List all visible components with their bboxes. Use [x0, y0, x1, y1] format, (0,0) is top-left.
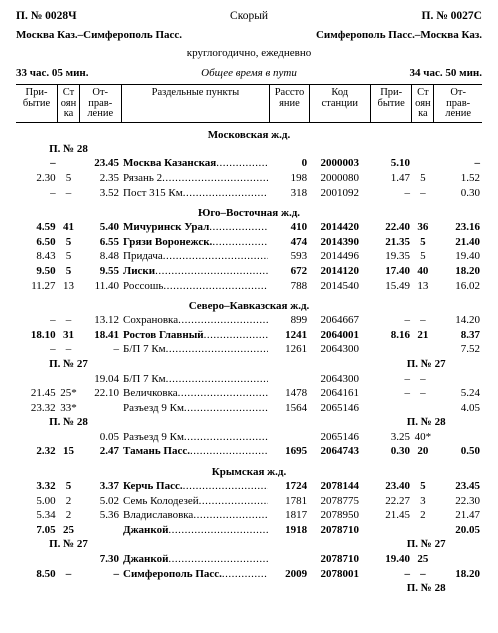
- stop-left: [58, 157, 80, 172]
- stop-left: 2: [65, 509, 72, 522]
- station-code: 2078775: [320, 494, 360, 507]
- station-code: 2064743: [320, 445, 360, 458]
- arrival-right: 22.27: [385, 494, 410, 507]
- stop-right: –: [420, 567, 426, 580]
- train-number-right: П. № 27: [406, 357, 446, 370]
- distance: 318: [290, 186, 308, 199]
- stop-left: 2: [65, 494, 72, 507]
- col-stop-left: Ст оян ка: [58, 85, 80, 122]
- distance: 1478: [285, 387, 308, 400]
- col-station-code: Код станции: [309, 85, 370, 122]
- station-code: 2078001: [320, 567, 360, 580]
- station-name: Москва Казанская .....: [121, 157, 270, 172]
- stop-right: [412, 343, 434, 358]
- arrival-right: 22.40: [385, 221, 410, 234]
- station-row: [16, 328, 482, 343]
- column-headers: [16, 85, 482, 122]
- arrival-right: –: [404, 314, 410, 327]
- arrival-left: 23.32: [30, 401, 56, 414]
- station-code: 2078144: [320, 480, 360, 493]
- station-row: [16, 430, 482, 445]
- station-name: Величковка .....: [121, 386, 270, 401]
- stop-right: –: [420, 372, 426, 385]
- total-time-right: 34 час. 50 мин.: [409, 67, 482, 79]
- departure-left: 3.37: [99, 480, 119, 493]
- station-code: 2065146: [320, 401, 360, 414]
- distance: [270, 372, 309, 387]
- distance: 593: [290, 250, 308, 263]
- arrival-left: –: [50, 157, 56, 170]
- station-code: 2064667: [320, 314, 360, 327]
- arrival-right: [370, 401, 412, 416]
- stop-right: 36: [417, 221, 429, 234]
- station-code: 2078710: [320, 523, 360, 536]
- arrival-right: –: [404, 387, 410, 400]
- stop-right: 2: [420, 509, 426, 522]
- departure-left: 18.41: [94, 328, 119, 341]
- station-code: 2078710: [320, 553, 360, 566]
- arrival-left: 8.43: [36, 250, 56, 263]
- departure-right: 18.20: [455, 264, 480, 277]
- train-number-right: [370, 142, 482, 157]
- departure-left: 9.55: [99, 264, 119, 277]
- train-number-left: П. № 0028Ч: [16, 10, 77, 22]
- railway-section-row: [16, 122, 482, 142]
- station-row: [16, 386, 482, 401]
- railway-section-title: Юго–Восточная ж.д.: [197, 206, 301, 219]
- departure-right: 19.40: [455, 250, 480, 263]
- col-distance: Рассто яние: [270, 85, 309, 122]
- station-row: [16, 508, 482, 523]
- stop-left: 25: [63, 523, 74, 536]
- station-code: 2078950: [320, 509, 360, 522]
- stop-left: 25*: [60, 387, 77, 400]
- station-code: 2064300: [320, 372, 360, 385]
- stop-left: 5: [65, 480, 72, 493]
- departure-right: 8.37: [460, 328, 480, 341]
- stop-left: 5: [65, 171, 72, 184]
- station-code: 2000080: [320, 171, 360, 184]
- stop-right: 5: [420, 235, 426, 248]
- distance: 1564: [285, 401, 308, 414]
- station-code: 2065146: [320, 430, 360, 443]
- arrival-left: 18.10: [30, 328, 56, 341]
- arrival-left: –: [50, 314, 56, 327]
- station-name: Россошь .....: [121, 279, 270, 294]
- train-number-left: П. № 27: [49, 538, 88, 551]
- distance: 899: [290, 314, 308, 327]
- train-number-change-row: [16, 416, 482, 431]
- stop-right: 13: [417, 279, 429, 292]
- arrival-right: 17.40: [385, 264, 410, 277]
- departure-right: 5.24: [460, 387, 480, 400]
- train-number-right: П. № 27: [406, 538, 446, 551]
- station-code: 2064300: [320, 343, 360, 356]
- stop-right: 5: [420, 480, 426, 493]
- arrival-left: –: [50, 186, 56, 199]
- station-row: [16, 264, 482, 279]
- train-number-change-row: [16, 538, 482, 553]
- distance: 198: [290, 171, 308, 184]
- station-code: 2014390: [320, 235, 360, 248]
- arrival-left: 5.34: [36, 509, 56, 522]
- arrival-right: 23.40: [385, 480, 410, 493]
- departure-right: 1.52: [460, 171, 480, 184]
- stop-right: –: [420, 314, 426, 327]
- station-name: Тамань Пасс. .....: [121, 445, 270, 460]
- distance: 1781: [285, 494, 308, 507]
- departure-left: 5.40: [99, 221, 119, 234]
- station-row: [16, 171, 482, 186]
- station-name: Пост 315 Км .....: [121, 186, 270, 201]
- arrival-left: 6.50: [36, 235, 56, 248]
- arrival-left: 4.59: [36, 221, 56, 234]
- station-name: Придача .....: [121, 250, 270, 265]
- station-row: [16, 157, 482, 172]
- station-row: [16, 523, 482, 538]
- arrival-right: –: [404, 567, 410, 580]
- train-header: [16, 10, 482, 24]
- station-name: Рязань 2 .....: [121, 171, 270, 186]
- departure-right: 18.20: [455, 567, 480, 580]
- route-left: Москва Каз.–Симферополь Пасс.: [16, 29, 183, 41]
- arrival-left: 2.32: [36, 445, 56, 458]
- station-code: 2014120: [320, 264, 360, 277]
- stop-left: 5: [65, 235, 72, 248]
- arrival-left: 5.00: [36, 494, 56, 507]
- station-name: Разъезд 9 Км .....: [121, 401, 270, 416]
- station-name: Джанкой .....: [121, 552, 270, 567]
- frequency: круглогодично, ежедневно: [186, 47, 312, 59]
- railway-section-row: [16, 200, 482, 220]
- departure-right: 22.30: [455, 494, 480, 507]
- stop-left: –: [65, 567, 72, 580]
- train-number-left: П. № 28: [49, 142, 88, 155]
- train-number-left: П. № 28: [49, 416, 88, 429]
- station-row: [16, 343, 482, 358]
- stop-left: –: [65, 343, 72, 356]
- distance: 0: [301, 157, 308, 170]
- station-code: 2064001: [320, 328, 360, 341]
- stop-right: [412, 157, 434, 172]
- route-right: Симферополь Пасс.–Москва Каз.: [315, 29, 482, 41]
- departure-right: 21.47: [455, 509, 480, 522]
- total-time-line: [16, 67, 482, 81]
- departure-left: 3.52: [99, 186, 119, 199]
- departure-right: [434, 430, 482, 445]
- station-row: [16, 279, 482, 294]
- stop-right: –: [420, 387, 426, 400]
- station-row: [16, 445, 482, 460]
- departure-right: 16.02: [455, 279, 480, 292]
- arrival-left: [16, 372, 58, 387]
- col-arrival-right: При- бытие: [370, 85, 412, 122]
- arrival-right: 3.25: [390, 430, 410, 443]
- station-row: [16, 372, 482, 387]
- station-code: 2000003: [320, 157, 360, 170]
- stop-left: 5: [65, 250, 72, 263]
- station-name: Лиски .....: [121, 264, 270, 279]
- distance: 1241: [285, 328, 308, 341]
- station-name: Сохрановка .....: [121, 313, 270, 328]
- departure-left: 5.02: [99, 494, 119, 507]
- arrival-left: 2.30: [36, 171, 56, 184]
- departure-left: 2.35: [99, 171, 119, 184]
- train-number-right: П. № 28: [406, 416, 446, 429]
- departure-left: –: [113, 567, 119, 580]
- departure-right: [434, 372, 482, 387]
- spacer: [121, 538, 370, 553]
- col-arrival-left: При- бытие: [22, 87, 51, 109]
- railway-section-row: [16, 293, 482, 313]
- station-name: Б/П 7 Км .....: [121, 343, 270, 358]
- stop-left: 41: [63, 221, 74, 234]
- station-name: Б/П 7 Км .....: [121, 372, 270, 387]
- railway-section-title: Московская ж.д.: [207, 128, 291, 141]
- arrival-left: 8.50: [36, 567, 56, 580]
- stop-right: [412, 523, 434, 538]
- stop-left: 15: [63, 445, 74, 458]
- stop-right: 20: [417, 445, 429, 458]
- station-row: [16, 186, 482, 201]
- departure-right: 7.52: [460, 343, 480, 356]
- arrival-left: 9.50: [36, 264, 56, 277]
- departure-left: 0.05: [99, 430, 119, 443]
- railway-section-title: Крымская ж.д.: [211, 465, 287, 478]
- arrival-right: 21.35: [385, 235, 410, 248]
- departure-left: [79, 401, 121, 416]
- station-name: Грязи Воронежск. .....: [121, 235, 270, 250]
- train-number-change-row: [16, 142, 482, 157]
- departure-left: 8.48: [99, 250, 119, 263]
- arrival-right: 8.16: [390, 328, 410, 341]
- station-name: Разъезд 9 Км .....: [121, 430, 270, 445]
- departure-left: 19.04: [94, 372, 119, 385]
- arrival-right: 21.45: [385, 509, 410, 522]
- col-stop-right: Ст оян ка: [412, 85, 434, 122]
- departure-left: 2.47: [99, 445, 119, 458]
- station-row: [16, 250, 482, 265]
- stop-right: 3: [420, 494, 426, 507]
- total-time-left: 33 час. 05 мин.: [16, 67, 89, 79]
- station-row: [16, 235, 482, 250]
- stop-right: 40*: [414, 430, 432, 443]
- distance: 1261: [285, 343, 308, 356]
- departure-right: –: [474, 157, 480, 170]
- arrival-right: –: [404, 186, 410, 199]
- departure-right: 0.30: [460, 186, 480, 199]
- departure-right: 20.05: [455, 523, 480, 536]
- station-name: Джанкой .....: [121, 523, 270, 538]
- stop-left: –: [65, 314, 72, 327]
- station-row: [16, 479, 482, 494]
- train-number-left: [16, 581, 121, 596]
- departure-left: 22.10: [94, 387, 119, 400]
- distance: 672: [290, 264, 308, 277]
- departure-left: 13.12: [94, 314, 119, 327]
- distance: [270, 430, 309, 445]
- arrival-left: [16, 552, 58, 567]
- station-name: Керчь Пасс. .....: [121, 479, 270, 494]
- stop-right: 25: [417, 553, 429, 566]
- departure-left: 11.40: [94, 279, 119, 292]
- departure-left: 6.55: [99, 235, 119, 248]
- stop-left: [58, 372, 80, 387]
- stop-right: 40: [417, 264, 429, 277]
- arrival-right: [370, 523, 412, 538]
- spacer: [121, 581, 370, 596]
- departure-right: 14.20: [455, 314, 480, 327]
- railway-section-title: Северо–Кавказская ж.д.: [188, 299, 310, 312]
- stop-right: 21: [417, 328, 429, 341]
- stop-left: 33*: [60, 401, 77, 414]
- departure-right: 23.16: [455, 221, 480, 234]
- distance: 1724: [285, 480, 308, 493]
- station-row: [16, 567, 482, 582]
- spacer: [121, 416, 370, 431]
- station-name: Симферополь Пасс. .....: [121, 567, 270, 582]
- distance: 410: [290, 221, 308, 234]
- departure-right: [434, 552, 482, 567]
- stop-right: 5: [420, 250, 426, 263]
- arrival-left: 21.45: [30, 387, 56, 400]
- arrival-left: [16, 430, 58, 445]
- col-stations: Раздельные пункты: [121, 85, 270, 122]
- spacer: [121, 142, 370, 157]
- station-row: [16, 313, 482, 328]
- departure-right: 21.40: [455, 235, 480, 248]
- stop-right: 5: [420, 171, 426, 184]
- arrival-right: 5.10: [390, 157, 410, 170]
- station-code: 2014496: [320, 250, 360, 263]
- arrival-left: 7.05: [36, 523, 56, 536]
- railway-section-row: [16, 459, 482, 479]
- total-time-caption: Общее время в пути: [201, 67, 297, 79]
- distance: 1918: [285, 523, 308, 536]
- arrival-right: 15.49: [385, 279, 410, 292]
- stop-left: 13: [63, 279, 74, 292]
- station-code: 2014420: [320, 221, 360, 234]
- distance: 1817: [285, 509, 308, 522]
- departure-left: 7.30: [99, 553, 119, 566]
- col-departure-left: От- прав- ление: [79, 85, 121, 122]
- station-code: 2064161: [320, 387, 360, 400]
- arrival-left: –: [50, 343, 56, 356]
- station-name: Владиславовка .....: [121, 508, 270, 523]
- arrival-left: 3.32: [36, 480, 56, 493]
- departure-left: –: [113, 343, 119, 356]
- train-number-left: П. № 27: [49, 357, 88, 370]
- departure-left: [79, 523, 121, 538]
- distance: 474: [290, 235, 308, 248]
- station-row: [16, 220, 482, 235]
- stop-left: [58, 430, 80, 445]
- stop-left: 5: [65, 264, 72, 277]
- arrival-right: –: [404, 372, 410, 385]
- train-number-change-row: [16, 357, 482, 372]
- station-code: 2014540: [320, 279, 360, 292]
- col-departure-right: От- прав- ление: [434, 85, 482, 122]
- arrival-right: 1.47: [390, 171, 410, 184]
- departure-right: 4.05: [460, 401, 480, 414]
- train-number-right: П. № 28: [406, 582, 446, 595]
- schedule-body: [16, 122, 482, 596]
- arrival-right: [370, 343, 412, 358]
- distance: [270, 552, 309, 567]
- departure-left: 23.45: [94, 157, 119, 170]
- stop-left: –: [65, 186, 72, 199]
- stop-right: –: [420, 186, 426, 199]
- distance: 788: [290, 279, 308, 292]
- station-name: Семь Колодезей .....: [121, 494, 270, 509]
- arrival-right: 0.30: [390, 445, 410, 458]
- station-name: Ростов Главный .....: [121, 328, 270, 343]
- arrival-right: 19.35: [385, 250, 410, 263]
- station-row: [16, 401, 482, 416]
- route-line: [16, 29, 482, 43]
- train-category: Скорый: [230, 10, 269, 22]
- schedule-table: [16, 85, 482, 596]
- arrival-right: 19.40: [385, 553, 410, 566]
- departure-left: 5.36: [99, 509, 119, 522]
- spacer: [121, 357, 370, 372]
- station-code: 2001092: [320, 186, 360, 199]
- departure-right: 0.50: [460, 445, 480, 458]
- station-name: Мичуринск Урал .....: [121, 220, 270, 235]
- distance: 1695: [285, 445, 308, 458]
- stop-left: 31: [63, 328, 74, 341]
- train-number-right: П. № 0027С: [421, 10, 482, 22]
- distance: 2009: [285, 567, 308, 580]
- station-row: [16, 494, 482, 509]
- arrival-left: 11.27: [31, 279, 56, 292]
- departure-right: 23.45: [455, 480, 480, 493]
- stop-left: [58, 552, 80, 567]
- train-number-change-row: [16, 581, 482, 596]
- station-row: [16, 552, 482, 567]
- stop-right: [412, 401, 434, 416]
